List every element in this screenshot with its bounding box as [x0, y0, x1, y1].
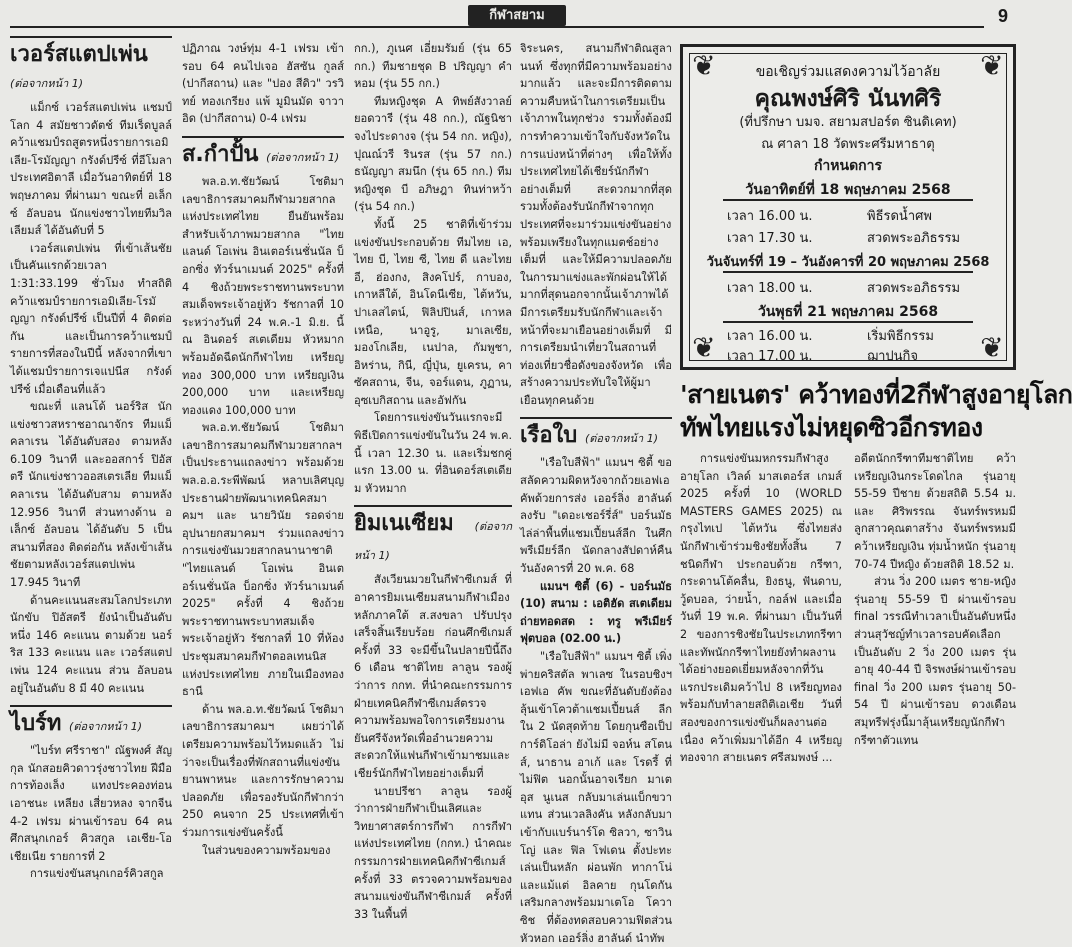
- schedule-time: เวลา 16.00 น.: [727, 329, 813, 344]
- headline-line-1: 'สายเนตร' คว้าทองที่2กีฬาสูงอายุโลก: [680, 380, 1072, 409]
- paragraph: อดีตนักกรีฑาทีมชาติไทย คว้าเหรียญเงินกระโดดไกล รุ่นอายุ 55-59 ปีชาย ด้วยสถิติ 5.54 ม. และ ศิริพรรณ จันทร์พรหมมี ลูกสาวคุณตาสร้าง จันทร์พรหมมี คว้าเหรียญเงิน ทุ่มน้ำหนัก รุ่นอายุ 70-74 ปีหญิง ด้วยสถิติ 18.52 ม.: [854, 452, 1016, 571]
- paragraph: นายปรีชา ลาลูน รองผู้ว่าการฝ่ายกีฬาเป็นเลิศและวิทยาศาสตร์การกีฬา การกีฬาแห่งประเทศไทย (กกท.) นำคณะกรรมการฝ่ายเทคนิคกีฬาซีเกมส์ ครั้งที่ 33 ตรวจความพร้อมของสนามแข่งขันกีฬาซีเกมส์ ครั้งที่ 33 ในพื้นที่: [354, 784, 512, 921]
- header-rule: [10, 26, 984, 28]
- paragraph: พล.อ.ท.ชัยวัฒน์ โชติมา เลขาธิการสมาคมกีฬามวยสากลแห่งประเทศไทย ยืนยันพร้อมสำหรับเจ้าภาพมวยสากล "ไทยแลนด์ โอเพ่น อินเตอร์เนชั่นนัล บ็อกซิ่ง ทัวร์นาเมนต์ 2025" ครั้งที่ 4 ชิงถ้วยพระราชทานพระบาทสมเด็จพระเจ้าอยู่หัว รัชกาลที่ 10 ระหว่างวันที่ 24 พ.ค.-1 มิ.ย. นี้ ณ อินดอร์ สเตเดียม หัวหมาก พร้อมอัดฉีดนักกีฬาไทย เหรียญทอง 300,000 บาท เหรียญเงิน 200,000 บาท และเหรียญทองแดง 100,000 บาท: [182, 174, 344, 417]
- article-heading: [10, 36, 172, 97]
- notice-venue: ณ ศาลา 18 วัดพระศรีมหาธาตุ: [761, 137, 935, 152]
- heading-continued: (ต่อจากหน้า 1): [354, 520, 512, 563]
- paragraph: ส่วน วิ่ง 200 เมตร ชาย-หญิง รุ่นอายุ 55-59 ปี ผ่านเข้ารอบ final วรรณีทำเวลาเป็นอันดับหนึ่ง ส่วนสุวัชญ์ทำเวลารอบคัดเลือก เป็นอันดับ 2 วิ่ง 200 เมตร รุ่นอายุ 40-44 ปี จิรพงษ์ผ่านเข้ารอบ final วิ่ง 200 เมตร รุ่นอายุ 50-54 ปี ผ่านเข้ารอบ ดวงเดือน สมุทรีฟรุ่งนี้มาลุ้นเหรียญนักกีฬากรีฑาตัวแทน: [854, 575, 1016, 747]
- paragraph: ด้านคะแนนสะสมโลกประเภทนักขับ ปิอัสตรี ยังนำเป็นอันดับหนึ่ง 146 คะแนน ตามด้วย นอร์ริส 133 คะแนน และ เวอร์สแตปเพ่น 124 คะแนน ส่วน อัลบอน อยู่ในอันดับ 8 มี 40 คะแนน: [10, 593, 172, 695]
- column-3: [354, 40, 512, 921]
- page-number: 9: [998, 6, 1009, 26]
- heading-text: ไบร์ท: [10, 711, 62, 737]
- heading-continued: (ต่อจากหน้า 1): [584, 432, 658, 446]
- divider: [723, 271, 973, 273]
- notice-intro: ขอเชิญร่วมแสดงความไว้อาลัย: [755, 64, 941, 80]
- article-body: [520, 454, 672, 947]
- heading-text: เวอร์สแตปเพ่น: [10, 42, 148, 67]
- schedule-event: เริ่มพิธีกรรม: [867, 329, 934, 344]
- paragraph: พล.อ.ท.ชัยวัฒน์ โชติมา เลขาธิการสมาคมกีฬามวยสากลฯ เป็นประธานแถลงข่าว พร้อมด้วย พล.อ.อ.ระพีพัฒน์ หลาบเลิศบุญ ประธานฝ่ายพัฒนาเทคนิคสมาคมฯ และ นายวินัย รอดจ่าย อุปนายกสมาคมฯ ร่วมแถลงข่าวการแข่งขันมวยสากลนานาชาติ "ไทยแลนด์ โอเพ่น อินเตอร์เนชั่นนัล บ็อกซิ่ง ทัวร์นาเมนต์ 2025" ครั้งที่ 4 ชิงถ้วยพระราชทานพระบาทสมเด็จพระเจ้าอยู่หัว รัชกาลที่ 10 ที่ห้องประชุมสมาคมกีฬาตอลเทนนิสแห่งประเทศไทย ภายในเมืองทองธานี: [182, 421, 344, 699]
- paragraph: การแข่งขันสนุกเกอร์คิวสกูล: [30, 867, 164, 881]
- paragraph: "เรือใบสีฟ้า" แมนฯ ซิตี้ ขอสลัดความผิดหวังจากถ้วยเอฟเอ คัพด้วยการส่ง เออร์ลิ่ง ฮาลันด์ ลงรับ "เดอะเชอร์รี่ส์" บอร์นมัธ ไล่ล่าพื้นที่แชมเปี้ยนส์ลีก ในศึกพรีเมียร์ลีก นัดกลางสัปดาห์คืนวันอังคารที่ 20 พ.ค. 68: [520, 456, 672, 576]
- article-body: [354, 571, 512, 923]
- paragraph: "ไบร์ท ศรีราชา" ณัฐพงศ์ สัญกุล นักสอยคิวดาวรุ่งชาวไทย ฝีมือการท้องเล็ง แทงประคองท่อนเอาชนะ เหลียง เสี่ยวหลง จากจีน 4-2 เฟรม ผ่านเข้ารอบ 64 คน ศึกสนุกเกอร์ คิวสกูล เอเชีย-โอเชียเนีย รายการที่ 2: [10, 744, 172, 863]
- schedule-date: วันอาทิตย์ที่ 18 พฤษภาคม 2568: [745, 182, 951, 198]
- heading-text: เรือใบ: [520, 423, 578, 449]
- paragraph: ทั้งนี้ 25 ชาติที่เข้าร่วมแข่งขันประกอบด้วย ทีมไทย เอ, ไทย บี, ไทย ซี, ไทย ดี และไทย อี, ฮ่องกง, สิงคโปร์, กาบอง, เกาหลีใต้, อินโดนีเซีย, ไต้หวัน, ปาเลสไตน์, ฟิลิปปินส์, เกาหลเหนือ, นาอูรู, มาเลเซีย, มองโกเลีย, เนปาล, กัมพูชา, อิหร่าน, กินี, ญี่ปุ่น, ยูเครน, คาซัคสถาน, จีน, จอร์แดน, ภูฏาน, อุซเบกิสถาน และอัฟกัน: [354, 217, 512, 407]
- corner-ornament-icon: ❦: [980, 331, 1004, 364]
- article-heading: [182, 136, 344, 171]
- paragraph: การแข่งขันมหกรรมกีฬาสูงอายุโลก เวิลด์ มาสเตอร์ส เกมส์ 2025 ครั้งที่ 10 (WORLD MASTERS GAMES 2025) ณ กรุงไทเป ไต้หวัน ซึ่งไทยส่งนักกีฬาเข้าร่วมชิงชัยทั้งสิ้น 7 ชนิดกีฬา ประกอบด้วย กรีฑา, กระดานโต้คลื่น, ยิงธนู, ฟันดาบ, วู้ดบอล, ว่ายน้ำ, กอล์ฟ และเมื่อวันที่ 19 พ.ค. ที่ผ่านมา เป็นวันที่ 2 ของการชิงชัยในประเภทกรีฑา และทัพนักกรีฑาไทยยังทำผลงานได้อย่างยอดเยี่ยมหลังจากที่วันแรกประเดิมคว้าไป 8 เหรียญทอง พร้อมกับทำลายสถิติเอเชีย วันที่สองของการแข่งขันก็ผลงานต่อเนื่อง คว้าเพิ่มมาได้อีก 4 เหรียญทองจาก สายเนตร ศรีสมพงษ์ ...: [680, 452, 842, 765]
- paragraph: จิระนคร, สนามกีฬาติณสูลานนท์ ซึ่งทุกที่มีความพร้อมอย่างมากแล้ว และจะมีการติดตามความคืบหน้าในการเตรียมเป็นเจ้าภาพในทุกช่วง รวมทั้งต้องมีการทำความเข้าใจกับจังหวัดในการแบ่งหน้าที่ต่างๆ เพื่อให้ทั้งประเทศไทยได้เชียร์นักกีฬาอย่างเต็มที่ สะดวกมากที่สุด รวมทั้งต้องรับนักกีฬาจากทุกประเทศที่จะมาร่วมแข่งขันอย่างพร้อมเพรียงในทุกแมตช์อย่างเต็มที่ และให้มีความปลอดภัยในการมาแข่งและพักผ่อนให้ได้มากที่สุดนอกจากนั้นเจ้าภาพได้มีการเตรียมรับนักกีฬาและเจ้าหน้าที่จะมาเยือนอย่างเต็มที่ มีการเตรียมนำเที่ยวในสถานที่ท่องเที่ยวชื่อดังของจังหวัด เพื่อสร้างความประทับใจให้ผู้มาเยือนทุกคนด้วย: [520, 42, 672, 407]
- feature-headline: [680, 378, 1072, 444]
- column-5b: [854, 450, 1016, 747]
- article-body: [182, 173, 344, 859]
- heading-text: ส.กำปั้น: [182, 141, 259, 167]
- column-2: [182, 40, 344, 857]
- schedule-event: สวดพระอภิธรรม: [867, 281, 961, 296]
- article-heading: [10, 705, 172, 740]
- masthead: กีฬาสยาม: [468, 5, 566, 26]
- headline-line-2: ทัพไทยแรงไม่หยุดซิวอีกรทอง: [680, 413, 983, 442]
- paragraph: ทีมหญิงชุด A ทิพย์สังวาลย์ ยอดวารี (รุ่น 48 กก.), ณัฐนิชา จงไประดางจ (รุ่น 54 กก. หญิง), ปุณณ์วรี รินรส (รุ่น 57 กก.) ธนัญญา สมนึก (รุ่น 65 กก.) ทีมหญิงชุด บี อภิษฎา ทินท่าหว้า (รุ่น 54 กก.): [354, 94, 512, 214]
- schedule-event: พิธีรดน้ำศพ: [867, 209, 932, 224]
- paragraph: แมนฯ ซิตี้ (6) - บอร์นมัธ (10) สนาม : เอติฮัด สเตเดียม ถ่ายทอดสด : ทรู พรีเมียร์ ฟุตบอล (02.00 น.): [520, 579, 672, 646]
- corner-ornament-icon: ❦: [980, 49, 1004, 82]
- paragraph: กก.), ภูเนศ เอี่ยมรัมย์ (รุ่น 65 กก.) ทีมชายชุด B ปริญญา คำหอม (รุ่น 55 กก.): [354, 42, 512, 91]
- heading-continued: (ต่อจากหน้า 1): [69, 720, 143, 734]
- page-header: [0, 0, 1024, 34]
- schedule-time: เวลา 17.30 น.: [727, 231, 813, 246]
- notice-role: (ที่ปรึกษา บมจ. สยามสปอร์ต ซินดิเคท): [739, 115, 957, 130]
- corner-ornament-icon: ❦: [692, 49, 716, 82]
- paragraph: ปฏิภาณ วงษ์ทุ่ม 4-1 เฟรม เข้ารอบ 64 คนไปเจอ ฮัสซัน กูลส์ (ปากีสถาน) และ "ปอง สีดิว" วรวิทย์ ทองเกรียง แพ้ มูมินมัด จาวาอิด (ปากีสถาน) 0-4 เฟรม: [182, 42, 344, 126]
- paragraph: สังเวียนมวยในกีฬาซีเกมส์ ที่อาคารยิมเนเซียมสนามกีฬาเมืองหลักภาคใต้ ส.สงขลา ปรับปรุงเสร็จสิ้นเรียบร้อย ก่อนศึกซีเกมส์ ครั้งที่ 33 จะมีขึ้นในปลายปีนี้ถึง 6 เดือน ชาติไทย ลาลูน รองผู้ว่าการ กกท. ที่นำคณะกรรมการฝ่ายเทคนิคกีฬาซีเกมส์ตรวจความพร้อมพอใจการเตรียมงาน ยันศรีจังหวัดเพื่ออำนวยความสะดวกให้แฟนกีฬาเข้ามาชมและเชียร์นักกีฬาไทยอย่างเต็มที่: [354, 573, 512, 780]
- paragraph: "เรือใบสีฟ้า" แมนฯ ซิตี้ เพิ่งพ่ายคริสตัล พาเลซ ในรอบชิงฯ เอฟเอ คัพ ขณะที่อันดับยังต้องลุ้นเข้าโควต้าแชมเปี้ยนส์ ลีก ใน 2 นัดสุดท้าย โดยกุนซือเป็ป การ์ดิโอล่า ยังไม่มี จอห์น สโตนส์, นาธาน อาเก้ และ โรดรี้ ที่ไม่ฟิต นอกนั้นอาจเรียก มาเตอุส นูเนส กลับมาเล่นแบ็กขวาแทน ส่วนเวลลิงคัน หลังกลับมาเข้ากับแบร์นาร์โด ซิลวา, ซาวินโญ่ และ ฟิล โฟเดน ตั้งปะทะเล่นเป็นหลัก ผ่อนพัก ทากาโน่ และแม้แต่ อิลคาย กุนโดกัน เสริมกลางพร้อมมาเตโอ โควาซิช ที่ต้องทดสอบความฟิตส่วนหัวหอก เออร์ลิ่ง ฮาลันด์ นำทัพ: [520, 650, 672, 945]
- column-1: [10, 34, 172, 881]
- schedule-event: สวดพระอภิธรรม: [867, 231, 961, 246]
- paragraph: แม็กซ์ เวอร์สแตปเพ่น แชมป์โลก 4 สมัยชาวดัตช์ ทีมเร็ดบูลล์ คว้าแชมป์รถสูตรหนึ่งรายการเอมิเลีย-โรมัญญา กรังด์ปรีซ์ ที่อีโมลา ประเทศอิตาลี เมื่อวันอาทิตย์ที่ 18 พฤษภาคม ที่ผ่านมา ขณะที่ อเล็กซ์ อัลบอน นักแข่งชาวไทยทีมวิลเลียมส์ ได้อันดับที่ 5: [10, 101, 172, 238]
- divider: [723, 321, 973, 323]
- article-heading: [354, 505, 512, 569]
- paragraph: ในส่วนของความพร้อมของ: [202, 843, 331, 857]
- column-4: [520, 40, 672, 945]
- divider: [723, 199, 973, 201]
- heading-continued: (ต่อจากหน้า 1): [10, 77, 84, 90]
- paragraph: เวอร์สแตปเพ่น ที่เข้าเส้นชัยเป็นคันแรกด้วยเวลา 1:31:33.199 ชั่วโมง ทำสถิติคว้าแชมป์รายการเอมิเลีย-โรมัญญา กรังด์ปรีซ์ เป็นปีที่ 4 ติดต่อกัน และเป็นการคว้าแชมป์รายการที่สองในปีนี้ หลังจากที่เขาได้แชมป์รายการเจแปนีส กรังด์ปรีซ์ เมื่อเดือนที่แล้ว: [10, 241, 172, 396]
- paragraph: ด้าน พล.อ.ท.ชัยวัฒน์ โชติมา เลขาธิการสมาคมฯ เผยว่าได้เตรียมความพร้อมไว้หมดแล้ว ไม่ว่าจะเป็นเรื่องที่พักสถานที่แข่งขัน ยานพาหนะ และการรักษาความปลอดภัย เพื่อรองรับนักกีฬากว่า 250 คนจาก 25 ประเทศที่เข้าร่วมการแข่งขันครั้งนี้: [182, 702, 344, 839]
- article-body: [10, 742, 172, 883]
- heading-continued: (ต่อจากหน้า 1): [266, 150, 340, 164]
- notice-name: คุณพงษ์ศิริ นันทศิริ: [754, 86, 942, 112]
- column-5a: [680, 450, 842, 765]
- schedule-title: กำหนดการ: [813, 158, 883, 174]
- article-body: [10, 99, 172, 697]
- heading-text: ยิมเนเซียม: [354, 511, 454, 537]
- schedule-time: เวลา 18.00 น.: [727, 281, 813, 296]
- schedule-event: ฌาปนกิจ: [867, 349, 919, 364]
- condolence-notice: [680, 44, 1016, 370]
- article-heading: [520, 417, 672, 452]
- paragraph: โดยการแข่งขันวันแรกจะมีพิธีเปิดการแข่งขันในวัน 24 พ.ค. นี้ เวลา 12.30 น. และเริ่มชกคู่แรก 13.00 น. ที่อินดอร์สเตเดียม หัวหมาก: [354, 411, 512, 495]
- schedule-time: เวลา 17.00 น.: [727, 349, 813, 364]
- schedule-date: วันจันทร์ที่ 19 – วันอังคารที่ 20 พฤษภาคม 2568: [706, 255, 990, 270]
- corner-ornament-icon: ❦: [692, 331, 716, 364]
- paragraph: ขณะที่ แลนโด้ นอร์ริส นักแข่งชาวสหราชอาณาจักร ทีมแม็คลาเรน ได้อันดับสอง ตามหลัง 6.109 วินาที และออสการ์ ปิอัสตรี นักแข่งชาวออสเตรเลีย ทีมแม็คลาเรน ได้อันดับสาม ตามหลัง 12.956 วินาที ส่วนทางด้าน อเล็กซ์ อัลบอน ได้อันดับ 5 เป็นสนามที่สอง ติดต่อกัน หลังเข้าเส้นชัยตามหลังเวอร์สแตปเพ่น 17.945 วินาที: [10, 400, 172, 590]
- schedule-date: วันพุธที่ 21 พฤษภาคม 2568: [757, 304, 939, 320]
- schedule-time: เวลา 16.00 น.: [727, 209, 813, 224]
